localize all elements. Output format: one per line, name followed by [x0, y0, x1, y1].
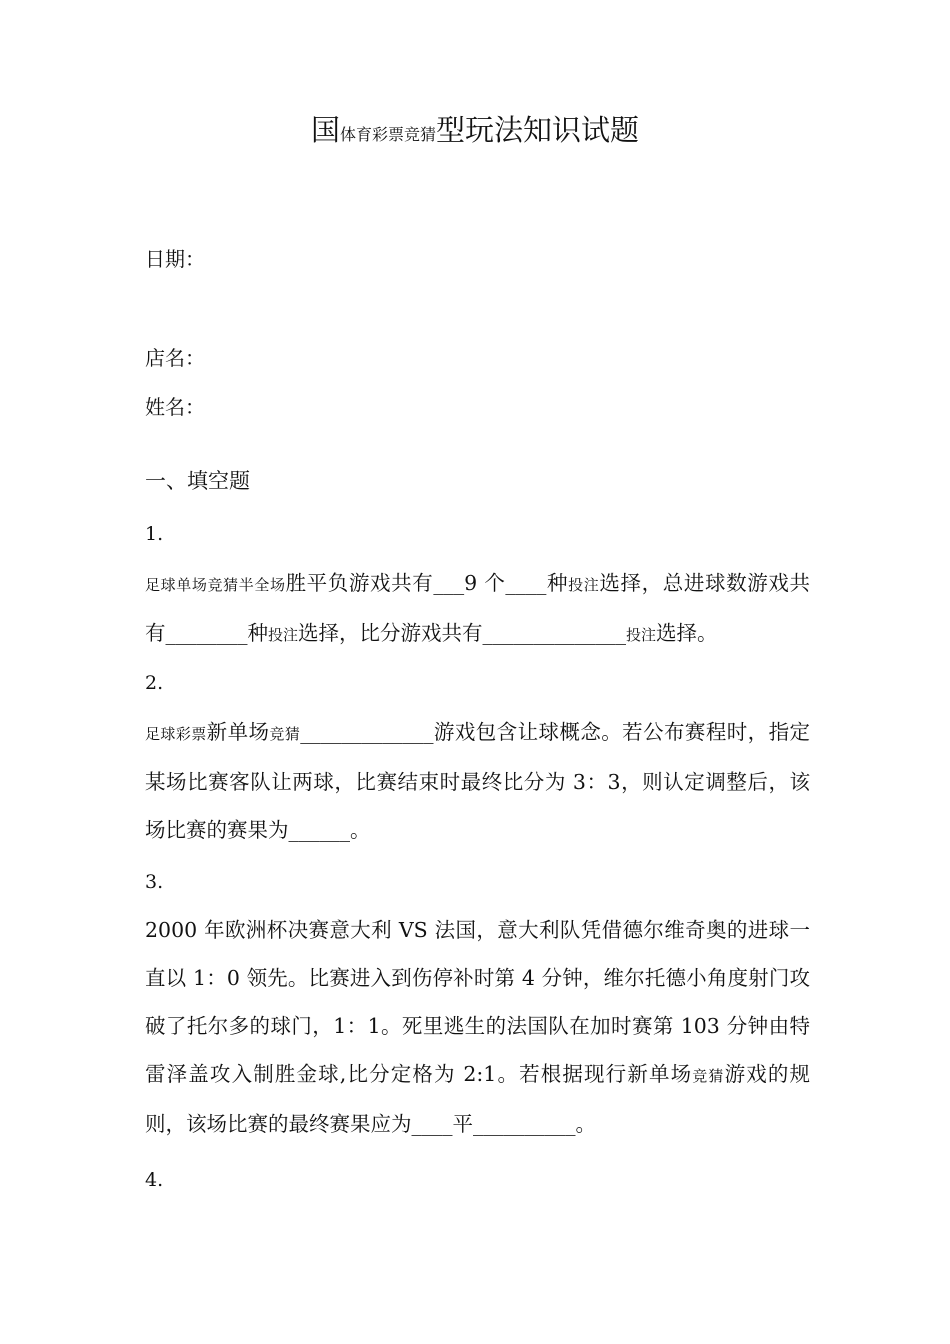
q1-small-bet-2: 投注 [268, 626, 299, 644]
q1-text-d: 选择。 [656, 621, 718, 645]
question-1-text [145, 559, 810, 659]
q2-small-guess: 竞猜 [269, 725, 301, 743]
name-field-label: 姓名： [145, 395, 205, 419]
question-4-number: 4. [145, 1169, 164, 1191]
title-part-b: 型玩法知识试题 [436, 113, 640, 147]
shop-field-label: 店名： [145, 346, 205, 370]
q3-text-b: 游戏的规则，该场比赛的最终赛果应为____平__________。 [145, 1062, 810, 1136]
date-field-label: 日期： [145, 247, 205, 271]
title-part-a: 国 [310, 113, 340, 147]
question-3-number: 3. [145, 871, 164, 893]
q2-text-b: _____________游戏包含让球概念。若公布赛程时，指定某场比赛客队让两球，比赛结束时最终比分为 3：3，则认定调整后，该场比赛的赛果为______。 [145, 720, 810, 842]
q2-small-prefix: 足球彩票 [145, 725, 207, 743]
q2-text-a: 新单场 [206, 720, 270, 744]
question-1-number: 1. [145, 523, 164, 545]
question-2-number: 2. [145, 672, 164, 694]
question-3-text [145, 906, 810, 1148]
q1-small-bet-1: 投注 [568, 576, 600, 594]
q1-text-c: 选择，比分游戏共有______________ [298, 621, 627, 645]
q1-small-prefix: 足球单场竞猜半全场 [145, 576, 286, 594]
question-2-text [145, 708, 810, 854]
document-title [0, 110, 950, 155]
title-small-text: 体育彩票竞猜 [339, 125, 436, 144]
section-heading-fill-blank: 一、填空题 [145, 469, 250, 493]
q1-text-a: 胜平负游戏共有___9 个____种 [285, 571, 569, 595]
q1-small-bet-3: 投注 [626, 626, 657, 644]
q1-text-b: 选择，总进球数游戏共有________种 [145, 571, 810, 645]
q3-text-a: 2000 年欧洲杯决赛意大利 VS 法国，意大利队凭借德尔维奇奥的进球一直以 1：0 领先。比赛进入到伤停补时第 4 分钟，维尔托德小角度射门攻破了托尔多的球门，1：1。死里逃生的法国队在加时赛第 103 分钟由特雷泽盖攻入制胜金球,比分定格为 2:1。若根据现行新单场 [145, 918, 810, 1086]
q3-small-guess: 竞猜 [692, 1067, 725, 1085]
